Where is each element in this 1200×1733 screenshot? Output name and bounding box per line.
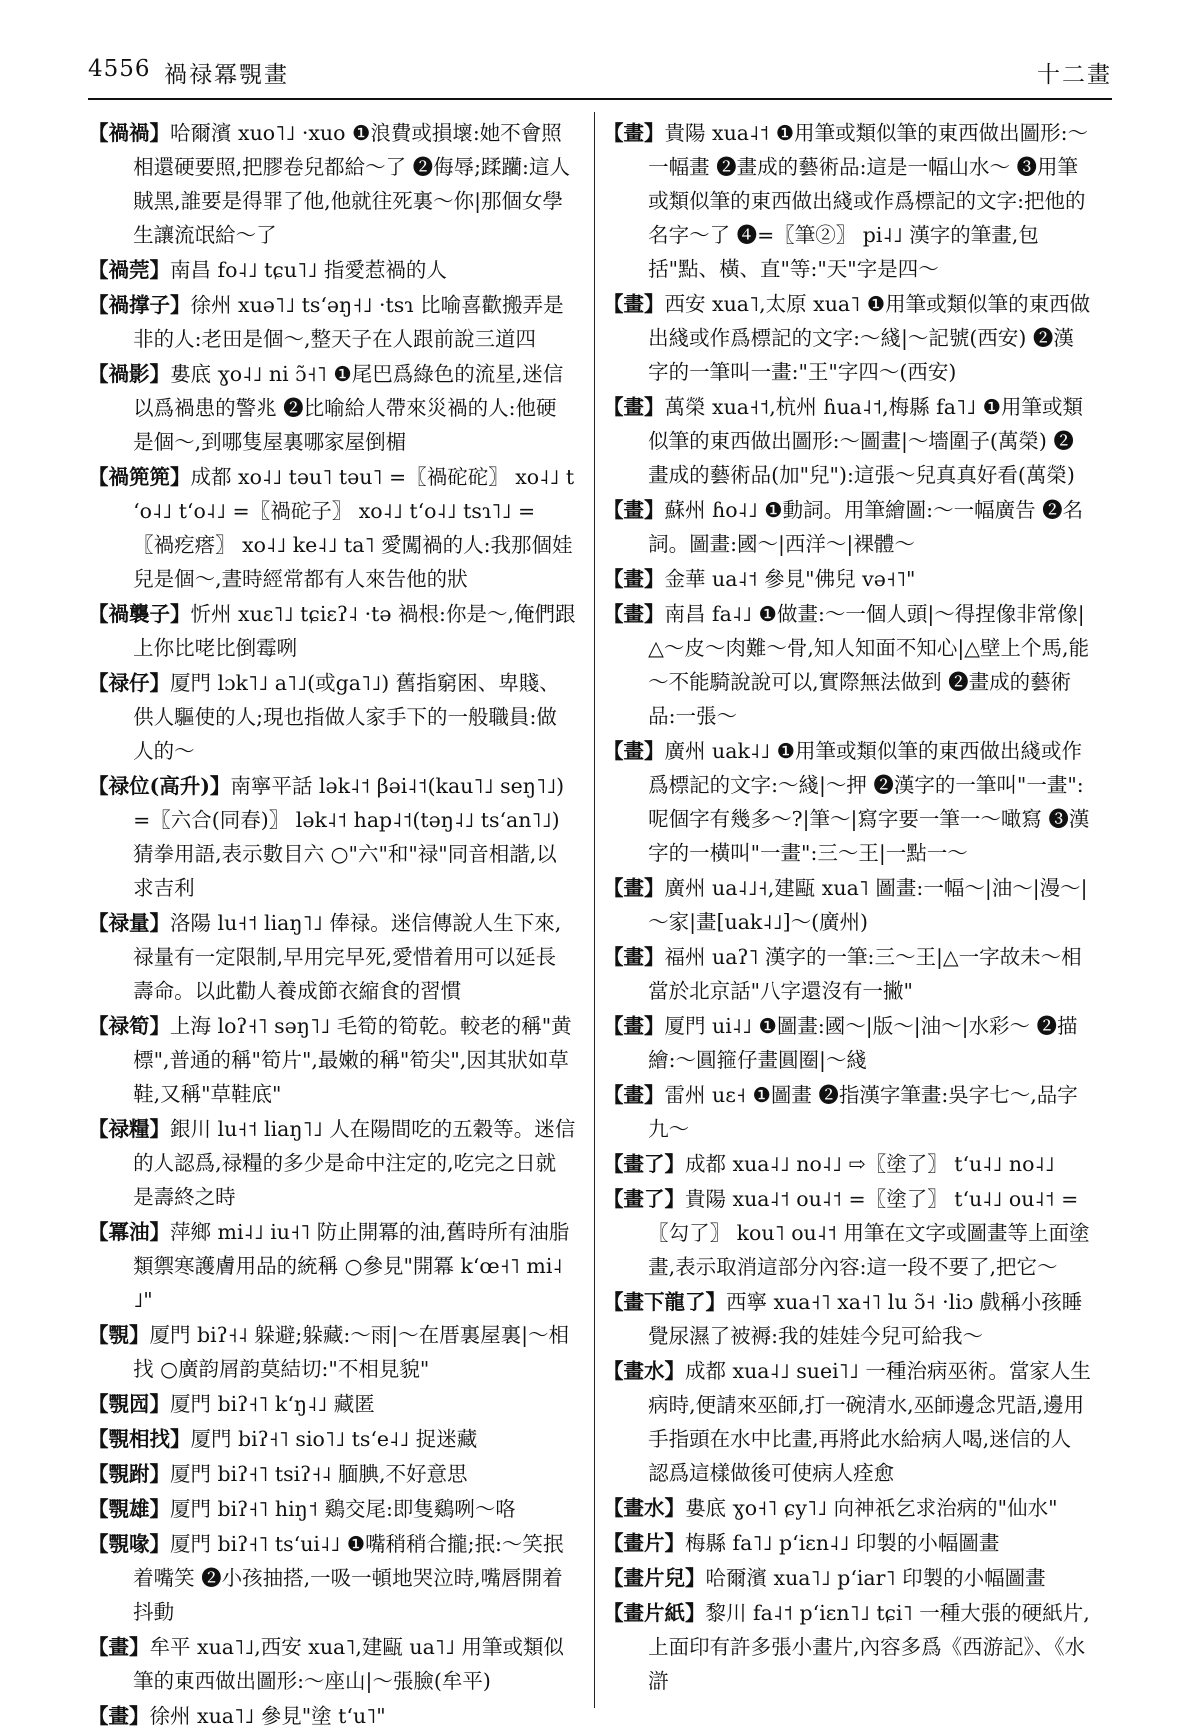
entry-headword: 【覨】 <box>88 1323 150 1347</box>
entry-headword: 【覨囥】 <box>88 1392 170 1416</box>
entry-headword: 【畫】 <box>603 1083 665 1107</box>
entry-headword: 【禄糧】 <box>88 1117 170 1141</box>
entry-headword: 【覨喙】 <box>88 1532 170 1556</box>
entry-headword: 【畫片兒】 <box>603 1566 706 1590</box>
dictionary-entry <box>603 1009 1091 1077</box>
dictionary-entry <box>603 1526 1091 1560</box>
column-divider <box>594 112 595 1708</box>
stroke-count-label: 十二畫 <box>1037 62 1112 88</box>
entry-definition: 上海 loʔ˧˥ səŋ˥˩ 毛筍的筍乾。較老的稱"黄標",普通的稱"筍片",最嫩的稱"筍尖",因其狀如草鞋,又稱"草鞋底" <box>133 1014 572 1106</box>
entry-headword: 【畫】 <box>603 567 665 591</box>
dictionary-entry <box>603 116 1091 286</box>
entry-definition: 厦門 biʔ˧˥ kʻŋ˨˩ 藏匿 <box>170 1392 375 1416</box>
entry-headword: 【畫了】 <box>603 1187 685 1211</box>
entry-definition: 厦門 ui˨˩ ❶圖畫:國～|版～|油～|水彩～ ❷描繪:～圓箍仔畫圓圈|～綫 <box>648 1014 1078 1072</box>
entry-headword: 【禍襲子】 <box>88 602 191 626</box>
dictionary-entry <box>88 1699 576 1733</box>
dictionary-entry <box>88 1422 576 1456</box>
dictionary-entry <box>603 1491 1091 1525</box>
entry-headword: 【覨相找】 <box>88 1427 191 1451</box>
left-column <box>88 116 576 1728</box>
entry-definition: 厦門 biʔ˧˥ tsiʔ˧˨ 腼腆,不好意思 <box>170 1462 468 1486</box>
entry-definition: 黎川 fa˨˦ pʻiɛn˥˩ tɕi˥ 一種大張的硬紙片,上面印有許多張小畫片,內容多爲《西游記》、《水滸 <box>648 1601 1090 1693</box>
entry-headword: 【畫水】 <box>603 1496 685 1520</box>
entry-definition: 忻州 xuɛ˥˩ tɕiɛʔ˨ ·tə 禍根:你是～,俺們跟上你比咾比倒霉咧 <box>133 602 576 660</box>
entry-definition: 南寧平話 lək˨˦ βəi˨˦(kau˥˩ seŋ˥˩) =〖六合(同春)〗 lək˨˦ hap˨˦(təŋ˨˩ tsʻan˥˩) 猜拳用語,表示數目六 ○"六"和"禄"同音相諧,以求吉利 <box>133 774 565 900</box>
entry-headword: 【畫水】 <box>603 1359 685 1383</box>
entry-headword: 【禍禍】 <box>88 121 170 145</box>
entry-headword: 【覨跗】 <box>88 1462 170 1486</box>
entry-headword: 【畫片紙】 <box>603 1601 706 1625</box>
dictionary-entry <box>88 1112 576 1214</box>
entry-headword: 【畫】 <box>603 945 665 969</box>
dictionary-entry <box>88 1215 576 1317</box>
entry-headword: 【畫了】 <box>603 1152 685 1176</box>
entry-headword: 【畫】 <box>603 395 665 419</box>
entry-definition: 徐州 xuə˥˩ tsʻəŋ˧˩ ·tsɿ 比喻喜歡搬弄是非的人:老田是個～,整天子在人跟前說三道四 <box>133 293 564 351</box>
dictionary-entry <box>88 288 576 356</box>
dictionary-entry <box>603 1078 1091 1146</box>
dictionary-entry <box>603 871 1091 939</box>
entry-headword: 【畫】 <box>603 121 665 145</box>
entry-headword: 【冪油】 <box>88 1220 170 1244</box>
entry-definition: 南昌 fa˨˩ ❶做畫:～一個人頭|～得捏像非常像|△～皮～肉難～骨,知人知面不知心|△壁上个馬,能～不能騎說說可以,實際無法做到 ❷畫成的藝術品:一張～ <box>648 602 1090 728</box>
dictionary-entry <box>603 1285 1091 1353</box>
entry-definition: 萬榮 xua˧˦,杭州 ɦua˨˦,梅縣 fa˥˩ ❶用筆或類似筆的東西做出圖形:～圖畫|～墻圍子(萬榮) ❷畫成的藝術品(加"兒"):這張～兒真真好看(萬榮) <box>648 395 1084 487</box>
entry-headword: 【畫】 <box>603 739 665 763</box>
header-rule <box>88 98 1112 100</box>
page-number: 4556 <box>88 56 151 82</box>
dictionary-entry <box>88 597 576 665</box>
entry-definition: 雷州 uɛ˧ ❶圖畫 ❷指漢字筆畫:吳字七～,品字九～ <box>648 1083 1078 1141</box>
dictionary-entry <box>603 493 1091 561</box>
entry-headword: 【禍撑子】 <box>88 293 191 317</box>
entry-definition: 西安 xua˥,太原 xua˥ ❶用筆或類似筆的東西做出綫或作爲標記的文字:～綫|～記號(西安) ❷漢字的一筆叫一畫:"王"字四～(西安) <box>648 292 1091 384</box>
entry-definition: 洛陽 lu˧˦ liaŋ˥˩ 俸禄。迷信傳說人生下來,禄量有一定限制,早用完早死,愛惜着用可以延長壽命。以此勸人養成節衣縮食的習慣 <box>133 911 562 1003</box>
page-header <box>88 56 1112 96</box>
entry-definition: 福州 uaʔ˥ 漢字的一筆:三～王|△一字故未～相當於北京話"八字還沒有一撇" <box>648 945 1082 1003</box>
dictionary-entry <box>88 1009 576 1111</box>
dictionary-entry <box>603 390 1091 492</box>
entry-definition: 厦門 biʔ˧˥ sio˥˩ tsʻe˨˩ 捉迷藏 <box>190 1427 478 1451</box>
entry-definition: 厦門 lɔk˥˩ a˥˩(或ga˥˩) 舊指窮困、卑賤、供人驅使的人;現也指做人家手下的一般職員:做人的～ <box>133 671 560 763</box>
entry-definition: 厦門 biʔ˧˥ hiŋ˦ 鷄交尾:即隻鷄咧～咯 <box>170 1497 516 1521</box>
entry-definition: 梅縣 fa˥˩ pʻiɛn˨˩ 印製的小幅圖畫 <box>685 1531 1000 1555</box>
entry-headword: 【禍莞】 <box>88 258 170 282</box>
entry-headword: 【畫下龍了】 <box>603 1290 726 1314</box>
entry-definition: 蘇州 ɦo˨˩ ❶動詞。用筆繪圖:～一幅廣告 ❷名詞。圖畫:國～|西洋～|裸體～ <box>648 498 1084 556</box>
dictionary-entry <box>603 1561 1091 1595</box>
entry-definition: 萍鄉 mi˨˩ iu˧˥ 防止開冪的油,舊時所有油脂類禦寒護膚用品的統稱 ○參見"開冪 kʻœ˧˥ mi˨˩" <box>133 1220 570 1312</box>
right-column <box>603 116 1091 1706</box>
entry-definition: 銀川 lu˧˦ liaŋ˥˩ 人在陽間吃的五穀等。迷信的人認爲,禄糧的多少是命中注定的,吃完之日就是壽終之時 <box>133 1117 576 1209</box>
entry-headword: 【禍影】 <box>88 362 170 386</box>
entry-headword: 【禄仔】 <box>88 671 170 695</box>
dictionary-entry <box>603 562 1091 596</box>
entry-headword: 【畫】 <box>88 1635 150 1659</box>
header-characters: 禍禄冪覨畫 <box>164 62 289 88</box>
entry-definition: 西寧 xua˧˥ xa˧˥ lu ɔ̃˧ ·liɔ 戲稱小孩睡覺尿濕了被褥:我的娃娃今兒可給我～ <box>648 1290 1083 1348</box>
dictionary-entry <box>603 1596 1091 1698</box>
entry-headword: 【禄筍】 <box>88 1014 170 1038</box>
entry-definition: 婁底 ɣo˧˥ ɕy˥˩ 向神祇乞求治病的"仙水" <box>685 1496 1058 1520</box>
dictionary-entry <box>88 769 576 905</box>
dictionary-entry <box>88 357 576 459</box>
dictionary-entry <box>88 1492 576 1526</box>
entry-headword: 【畫】 <box>603 498 665 522</box>
dictionary-entry <box>603 1354 1091 1490</box>
entry-definition: 成都 xo˨˩ təu˥ təu˥ =〖禍砣砣〗 xo˨˩ tʻo˨˩ tʻo˨˩ =〖禍砣子〗 xo˨˩ tʻo˨˩ tsɿ˥˩ =〖禍疙瘩〗 xo˨˩ ke˨˩ ta˥ 愛闖禍的人:我那個娃兒是個～,晝時經常都有人來告他的狀 <box>133 465 575 591</box>
entry-definition: 廣州 uak˨˩ ❶用筆或類似筆的東西做出綫或作爲標記的文字:～綫|～押 ❷漢字的一筆叫"一畫":呢個字有幾多～?|筆～|寫字要一筆一～噉寫 ❸漢字的一橫叫"一畫":三～王|一點一～ <box>648 739 1090 865</box>
entry-headword: 【畫】 <box>603 602 665 626</box>
entry-headword: 【禄量】 <box>88 911 170 935</box>
entry-definition: 廣州 ua˨˩˧,建甌 xua˥ 圖畫:一幅～|油～|漫～|～家|畫[uak˨˩]～(廣州) <box>648 876 1088 934</box>
entry-definition: 南昌 fo˨˩ tɕu˥˩ 指愛惹禍的人 <box>170 258 447 282</box>
dictionary-entry <box>88 1318 576 1386</box>
entry-definition: 貴陽 xua˨˦ ou˨˦ =〖塗了〗 tʻu˨˩ ou˨˦ =〖勾了〗 kou˥ ou˨˦ 用筆在文字或圖畫等上面塗畫,表示取消這部分內容:這一段不要了,把它～ <box>648 1187 1090 1279</box>
dictionary-entry <box>88 253 576 287</box>
entry-definition: 成都 xua˨˩ no˨˩ ⇨〖塗了〗 tʻu˨˩ no˨˩ <box>685 1152 1055 1176</box>
entry-definition: 婁底 ɣo˨˩ ni ɔ̃˧˥ ❶尾巴爲綠色的流星,迷信以爲禍患的警兆 ❷比喻給人帶來災禍的人:他硬是個～,到哪隻屋裏哪家屋倒楣 <box>133 362 564 454</box>
entry-definition: 牟平 xua˥˩,西安 xua˥,建甌 ua˥˩ 用筆或類似筆的東西做出圖形:～座山|～張臉(牟平) <box>133 1635 565 1693</box>
dictionary-entry <box>603 940 1091 1008</box>
entry-headword: 【畫】 <box>603 876 665 900</box>
dictionary-entry <box>88 1630 576 1698</box>
dictionary-entry <box>88 666 576 768</box>
dictionary-entry <box>603 287 1091 389</box>
dictionary-entry <box>603 1182 1091 1284</box>
entry-headword: 【畫】 <box>88 1704 150 1728</box>
entry-definition: 成都 xua˨˩ suei˥˩ 一種治病巫術。當家人生病時,便請來巫師,打一碗清水,巫師邊念咒語,邊用手指頭在水中比畫,再將此水給病人喝,迷信的人認爲這樣做後可使病人痊愈 <box>648 1359 1091 1485</box>
dictionary-entry <box>88 460 576 596</box>
entry-definition: 徐州 xua˥˩ 參見"塗 tʻu˥" <box>149 1704 386 1728</box>
dictionary-entry <box>88 1527 576 1629</box>
dictionary-entry <box>88 1457 576 1491</box>
entry-headword: 【畫】 <box>603 1014 665 1038</box>
dictionary-entry <box>88 1387 576 1421</box>
entry-headword: 【禍篼篼】 <box>88 465 191 489</box>
dictionary-entry <box>603 734 1091 870</box>
entry-headword: 【畫片】 <box>603 1531 685 1555</box>
entry-definition: 貴陽 xua˨˦ ❶用筆或類似筆的東西做出圖形:～一幅畫 ❷畫成的藝術品:這是一幅山水～ ❸用筆或類似筆的東西做出綫或作爲標記的文字:把他的名字～了 ❹=〖筆②〗 pi˨˩ 漢字的筆畫,包括"點、橫、直"等:"天"字是四～ <box>648 121 1089 281</box>
entry-definition: 哈爾濱 xua˥˩ pʻiar˥ 印製的小幅圖畫 <box>705 1566 1046 1590</box>
entry-headword: 【畫】 <box>603 292 665 316</box>
entry-definition: 厦門 biʔ˧˨ 躲避;躲藏:～雨|～在厝裏屋裏|～相找 ○廣韵屑韵莫結切:"不相見貌" <box>133 1323 570 1381</box>
dictionary-entry <box>88 906 576 1008</box>
dictionary-entry <box>88 116 576 252</box>
entry-definition: 哈爾濱 xuo˥˩ ·xuo ❶浪費或損壞:她不會照相還硬要照,把膠卷兒都給～了 ❷侮辱;蹂躪:這人賊黑,誰要是得罪了他,他就往死裏～你|那個女學生讓流氓給～了 <box>133 121 570 247</box>
entry-definition: 厦門 biʔ˧˥ tsʻui˨˩ ❶嘴稍稍合攏;抿:～笑抿着嘴笑 ❷小孩抽搭,一吸一頓地哭泣時,嘴唇開着抖動 <box>133 1532 564 1624</box>
entry-headword: 【禄位(高升)】 <box>88 774 231 798</box>
entry-headword: 【覨雄】 <box>88 1497 170 1521</box>
dictionary-entry <box>603 1147 1091 1181</box>
dictionary-entry <box>603 597 1091 733</box>
entry-definition: 金華 ua˨˦ 參見"佛兒 və˧˥" <box>664 567 916 591</box>
